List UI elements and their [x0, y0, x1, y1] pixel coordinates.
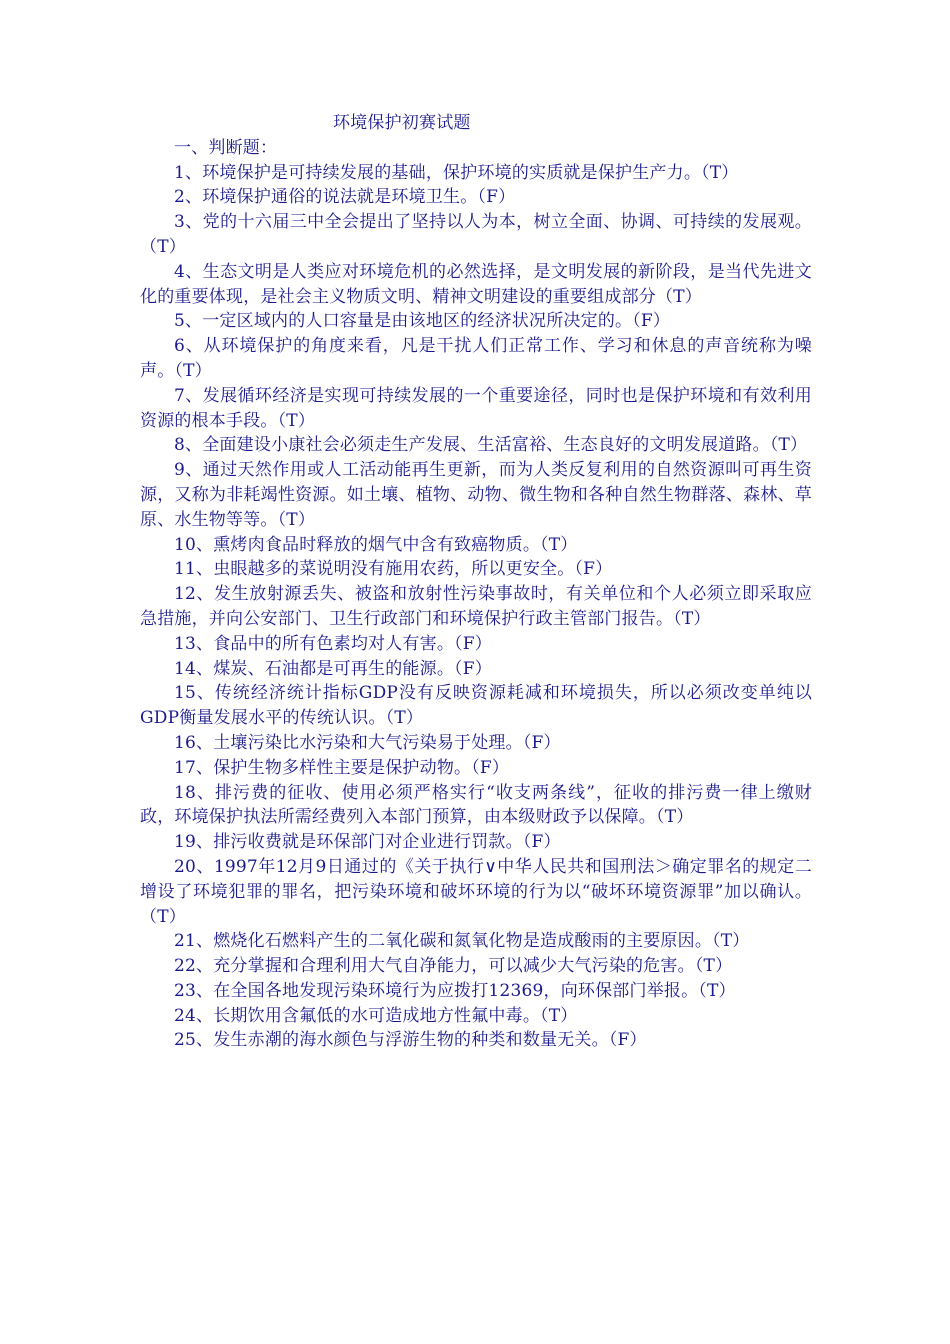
question-item: 22、充分掌握和合理利用大气自净能力，可以减少大气污染的危害。（T） — [174, 956, 733, 977]
question-item: 7、发展循环经济是实现可持续发展的一个重要途径，同时也是保护环境和有效利用资源的根本手段。（T） — [140, 385, 812, 431]
question-item: 20、1997年12月9日通过的《关于执行∨中华人民共和国刑法＞确定罪名的规定二增设了环境犯罪的罪名，把污染环境和破坏环境的行为以“破坏环境资源罪”加以确认。（T） — [140, 856, 812, 927]
question-item: 6、从环境保护的角度来看，凡是干扰人们正常工作、学习和休息的声音统称为噪声。（T） — [140, 336, 812, 381]
question-item: 9、通过天然作用或人工活动能再生更新，而为人类反复利用的自然资源叫可再生资源，又称为非耗竭性资源。如土壤、植物、动物、微生物和各种自然生物群落、森林、草原、水生物等等。（T） — [140, 460, 812, 530]
question-item: 25、发生赤潮的海水颜色与浮游生物的种类和数量无关。（F） — [174, 1030, 647, 1051]
page-title: 环境保护初赛试题 — [333, 113, 471, 133]
question-item: 24、长期饮用含氟低的水可造成地方性氟中毒。（T） — [174, 1005, 578, 1026]
question-item: 12、发生放射源丢失、被盗和放射性污染事故时，有关单位和个人必须立即采取应急措施，并向公安部门、卫生行政部门和环境保护行政主管部门报告。（T） — [140, 584, 812, 629]
question-item: 13、食品中的所有色素均对人有害。（F） — [174, 633, 492, 654]
question-item: 14、煤炭、石油都是可再生的能源。（F） — [174, 658, 492, 679]
question-item: 8、全面建设小康社会必须走生产发展、生活富裕、生态良好的文明发展道路。（T） — [174, 435, 808, 456]
question-item: 19、排污收费就是环保部门对企业进行罚款。（F） — [174, 832, 561, 853]
question-item: 4、生态文明是人类应对环境危机的必然选择，是文明发展的新阶段，是当代先进文化的重要体现，是社会主义物质文明、精神文明建设的重要组成部分（T） — [140, 261, 812, 307]
question-item: 17、保护生物多样性主要是保护动物。（F） — [174, 757, 510, 778]
question-item: 10、熏烤肉食品时释放的烟气中含有致癌物质。（T） — [174, 534, 578, 555]
question-item: 21、燃烧化石燃料产生的二氧化碳和氮氧化物是造成酸雨的主要原因。（T） — [174, 931, 750, 952]
question-item: 1、环境保护是可持续发展的基础，保护环境的实质就是保护生产力。（T） — [174, 162, 739, 183]
section-heading: 一、判断题： — [174, 137, 278, 158]
question-item: 5、一定区域内的人口容量是由该地区的经济状况所决定的。（F） — [174, 311, 671, 332]
document-body — [140, 111, 812, 1053]
question-list — [140, 161, 812, 1054]
question-item: 2、环境保护通俗的说法就是环境卫生。（F） — [174, 187, 516, 208]
question-item: 18、排污费的征收、使用必须严格实行“收支两条线”，征收的排污费一律上缴财政，环境保护执法所需经费列入本部门预算，由本级财政予以保障。（T） — [140, 782, 812, 828]
question-item: 16、土壤污染比水污染和大气污染易于处理。（F） — [174, 732, 561, 753]
question-item: 3、党的十六届三中全会提出了坚持以人为本，树立全面、协调、可持续的发展观。（T） — [140, 212, 812, 257]
question-item: 23、在全国各地发现污染环境行为应拨打12369，向环保部门举报。（T） — [174, 980, 736, 1001]
question-item: 15、传统经济统计指标GDP没有反映资源耗减和环境损失，所以必须改变单纯以GDP衡量发展水平的传统认识。（T） — [140, 683, 812, 729]
question-item: 11、虫眼越多的菜说明没有施用农药，所以更安全。（F） — [174, 559, 613, 580]
